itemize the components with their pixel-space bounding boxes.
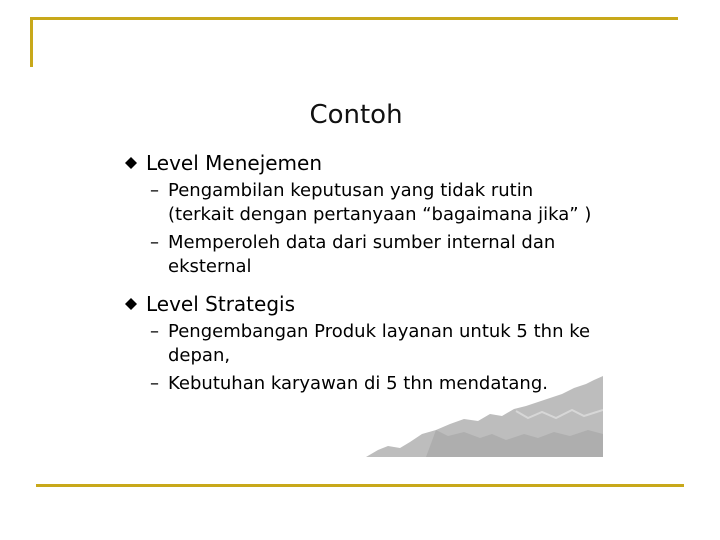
subitem: – Pengambilan keputusan yang tidak rutin (terkait dengan pertanyaan “bagaimana jika” ) — [150, 180, 592, 225]
subitem: – Pengembangan Produk layanan untuk 5 thn ke depan, — [150, 321, 591, 366]
frame-bottom-line — [36, 484, 684, 487]
diamond-bullet-icon — [124, 297, 138, 311]
slide-title: Contoh — [309, 100, 403, 130]
frame-left-line — [30, 17, 33, 67]
bullet-level-menejemen — [124, 150, 594, 279]
bullet-label: Level Menejemen — [146, 151, 323, 175]
bullet-label: Level Strategis — [146, 292, 295, 316]
subitem: – Kebutuhan karyawan di 5 thn mendatang. — [150, 373, 548, 394]
frame-top-line — [30, 17, 678, 20]
subitem: – Memperoleh data dari sumber internal dan eksternal — [150, 232, 556, 277]
diamond-bullet-icon — [124, 156, 138, 170]
slide-content — [124, 150, 594, 400]
bullet-level-strategis — [124, 291, 594, 396]
